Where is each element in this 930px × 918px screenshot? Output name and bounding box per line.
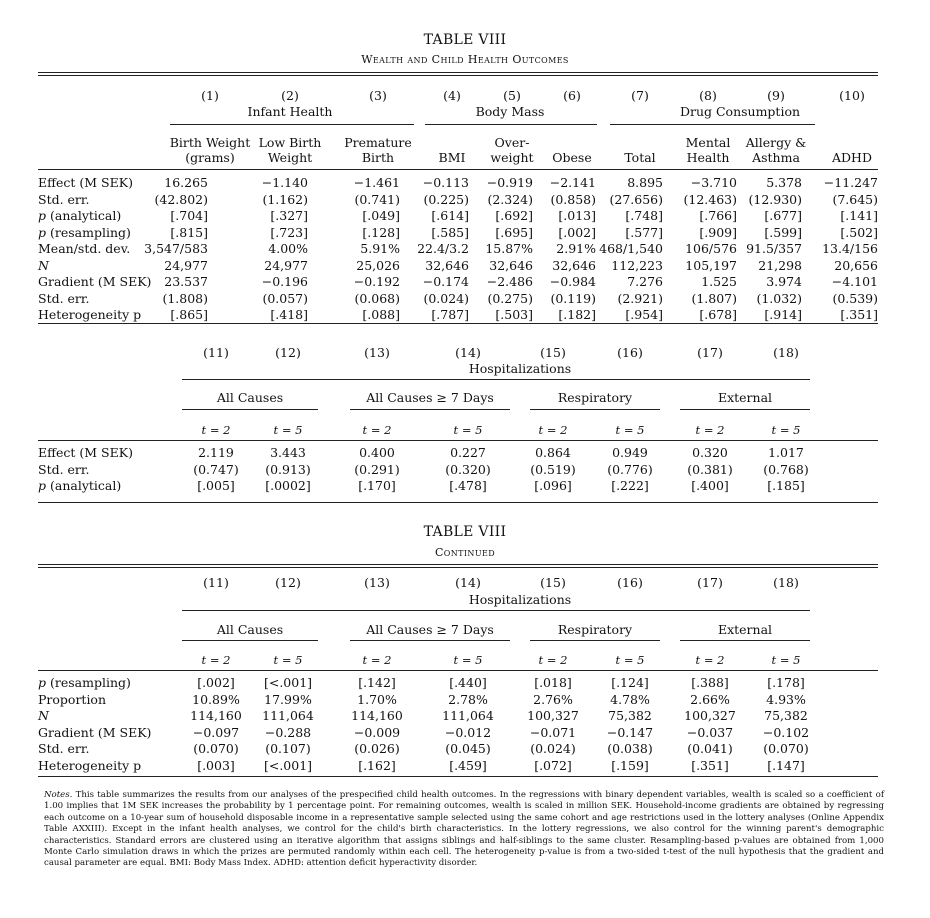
table-cell: −0.919 [486, 175, 533, 190]
row-label: N [38, 708, 49, 723]
table-cell: −0.102 [762, 724, 810, 740]
table-cell: 0.864 [535, 445, 571, 460]
table-cell: [.440] [449, 675, 487, 690]
group-rule-drug [610, 124, 815, 125]
column-number: (7) [631, 88, 649, 103]
table3-bottom-rule [38, 776, 878, 777]
table-cell: [<.001] [263, 675, 313, 690]
table-cell: −0.009 [353, 724, 401, 740]
table-cell: 2.119 [198, 445, 234, 460]
table-cell: [.815] [170, 224, 208, 240]
column-number: (12) [275, 575, 301, 590]
column-number: (15) [540, 345, 566, 360]
table-cell: 32,646 [489, 257, 533, 273]
row-label: Std. err. [38, 191, 90, 207]
t-label: t = 2 [362, 653, 392, 667]
column-number: (8) [699, 88, 717, 103]
group-label: All Causes ≥ 7 Days [366, 390, 494, 405]
table-cell: 3.974 [766, 274, 802, 289]
table-cell: 2.66% [690, 691, 730, 707]
table-cell: 4.78% [610, 691, 650, 707]
table-cell: (1.162) [262, 191, 308, 207]
column-number: (13) [364, 575, 390, 590]
table-cell: 112,223 [611, 257, 663, 273]
group-rule [530, 409, 660, 410]
table-cell: 21,298 [758, 257, 802, 273]
group-label: All Causes ≥ 7 Days [366, 622, 494, 637]
table-cell: −0.097 [192, 724, 240, 740]
table-cell: −3.710 [690, 175, 737, 190]
t-label: t = 5 [453, 423, 483, 437]
t-label: t = 5 [771, 653, 801, 667]
table-cell: 8.895 [627, 175, 663, 190]
table-cell: [.692] [495, 208, 533, 223]
table-cell: 1.017 [768, 445, 804, 460]
table-cell: 32,646 [425, 257, 469, 273]
top-rule [38, 72, 878, 73]
table-cell: [.577] [625, 224, 663, 240]
table-cell: (0.024) [530, 741, 576, 756]
t-label: t = 2 [538, 653, 568, 667]
column-number: (14) [455, 345, 481, 360]
t-label: t = 5 [273, 653, 303, 667]
top-rule-double [38, 75, 878, 76]
table-cell: 10.89% [192, 691, 240, 707]
table-cell: (0.026) [354, 741, 400, 756]
table-cell: 2.91% [556, 241, 596, 256]
table-cell: (0.747) [193, 461, 239, 477]
table-title: TABLE VIII [423, 32, 507, 48]
table-cell: [.141] [840, 208, 878, 223]
t-label: t = 2 [201, 653, 231, 667]
table-cell: −0.196 [261, 274, 308, 289]
column-number: (16) [617, 345, 643, 360]
table-cell: 0.400 [359, 445, 395, 460]
table-cell: [.170] [358, 478, 396, 493]
table-cell: −0.037 [686, 724, 734, 740]
table-cell: 3.443 [270, 445, 306, 460]
table-cell: [.585] [431, 224, 469, 240]
column-number: (17) [697, 575, 723, 590]
column-header: Weight [267, 150, 313, 165]
table-cell: (0.275) [487, 290, 533, 306]
row-label: Std. err. [38, 290, 90, 306]
table-cell: 0.227 [450, 445, 486, 460]
table-cell: 5.91% [360, 241, 400, 256]
table-cell: 2.76% [533, 691, 573, 707]
table-cell: (1.808) [162, 290, 208, 306]
row-label: Gradient (M SEK) [38, 274, 152, 289]
t-label: t = 5 [453, 653, 483, 667]
column-header: Premature [344, 135, 412, 150]
table-cell: (0.038) [607, 741, 653, 756]
t-label: t = 2 [538, 423, 568, 437]
table-cell: [.002] [197, 675, 235, 690]
table-cell: (7.645) [832, 191, 878, 207]
table-cell: [.909] [699, 224, 737, 240]
table-cell: (0.068) [354, 290, 400, 306]
table-cell: (0.320) [445, 461, 491, 477]
group-rule-body [425, 124, 597, 125]
t-label: t = 2 [695, 653, 725, 667]
table-cell: (0.381) [687, 461, 733, 477]
column-number: (17) [697, 345, 723, 360]
column-header: (grams) [185, 150, 235, 165]
table3-top-rule [38, 564, 878, 565]
table-cell: (27.656) [609, 191, 663, 207]
table-cell: 468/1,540 [599, 241, 663, 256]
table-cell: (0.913) [265, 461, 311, 477]
table-cell: [.222] [611, 478, 649, 493]
hospitalizations-label: Hospitalizations [468, 361, 572, 376]
row-label: N [38, 257, 49, 273]
column-number: (11) [203, 575, 229, 590]
table-cell: 2.78% [448, 691, 488, 707]
table-cell: [.695] [495, 224, 533, 240]
table-cell: [.162] [358, 757, 396, 773]
table-cell: 1.70% [357, 691, 397, 707]
table-cell: (0.858) [550, 191, 596, 207]
group-rule [350, 640, 510, 641]
column-number: (9) [767, 88, 785, 103]
table-cell: [.327] [270, 208, 308, 223]
table-cell: 4.00% [268, 241, 308, 256]
t-label: t = 5 [615, 653, 645, 667]
table-cell: −11.247 [823, 175, 878, 190]
table-cell: (1.032) [756, 290, 802, 306]
table-cell: [.072] [534, 757, 572, 773]
column-header: weight [490, 150, 534, 165]
table-cell: [.388] [691, 675, 729, 690]
table-cell: [.013] [558, 208, 596, 223]
column-number: (10) [839, 88, 865, 103]
table-cell: (0.119) [550, 290, 596, 306]
group-label-body-mass: Body Mass [475, 104, 545, 119]
table-cell: [.182] [558, 307, 596, 322]
table-cell: −1.461 [353, 175, 400, 190]
row-label: Proportion [38, 691, 107, 707]
table-cell: [.005] [197, 478, 235, 493]
row-label: Effect (M SEK) [38, 445, 133, 460]
table-cell: 114,160 [190, 708, 242, 723]
table-cell: (0.057) [262, 290, 308, 306]
table-cell: [.503] [495, 307, 533, 322]
table-cell: 1.525 [701, 274, 737, 289]
column-header: Birth [361, 150, 395, 165]
column-header: Obese [552, 150, 592, 165]
column-header: Mental [685, 135, 731, 150]
table-cell: [.096] [534, 478, 572, 493]
table-cell: 20,656 [834, 257, 878, 273]
column-header: Asthma [752, 150, 800, 165]
table-cell: 105,197 [685, 257, 737, 273]
column-header: Over- [494, 135, 530, 150]
table-cell: 25,026 [356, 257, 400, 273]
table-cell: [.954] [625, 307, 663, 322]
table-cell: (12.930) [748, 191, 802, 207]
table3-header-rule [38, 670, 878, 671]
table-cell: 24,977 [164, 257, 208, 273]
table3-hospitalizations-label: Hospitalizations [468, 592, 572, 607]
table-cell: [.502] [840, 224, 878, 240]
column-number: (13) [364, 345, 390, 360]
row-label: p (resampling) [38, 675, 131, 690]
table-cell: (0.225) [423, 191, 469, 207]
table-cell: (0.291) [354, 461, 400, 477]
table-cell: −2.486 [486, 274, 533, 289]
table-cell: −2.141 [549, 175, 596, 190]
table-cell: [.351] [840, 307, 878, 322]
table-cell: (2.324) [487, 191, 533, 207]
table-cell: [.459] [449, 757, 487, 773]
column-number: (15) [540, 575, 566, 590]
table-cell: [.865] [170, 307, 208, 322]
table3-subtitle: Continued [434, 546, 496, 559]
column-number: (2) [281, 88, 299, 103]
table-cell: 114,160 [351, 708, 403, 723]
t-label: t = 5 [771, 423, 801, 437]
table-cell: [.178] [767, 675, 805, 690]
row-label: Heterogeneity p [38, 757, 142, 773]
table-cell: 91.5/357 [746, 241, 802, 256]
row-label: p (analytical) [38, 208, 122, 223]
table-cell: [.704] [170, 208, 208, 223]
table-cell: [.599] [764, 224, 802, 240]
t-label: t = 5 [615, 423, 645, 437]
table-cell: 4.93% [766, 691, 806, 707]
table-cell: −0.071 [529, 724, 577, 740]
t-label: t = 2 [362, 423, 392, 437]
table-cell: (0.024) [423, 290, 469, 306]
table-cell: [.748] [625, 208, 663, 223]
table2-bottom-rule [38, 502, 878, 503]
table-cell: 75,382 [608, 708, 652, 723]
table-cell: (0.776) [607, 461, 653, 477]
column-header: BMI [438, 150, 466, 165]
table-cell: [.088] [362, 307, 400, 322]
table-cell: −0.012 [444, 724, 492, 740]
group-label: All Causes [216, 622, 284, 637]
group-label: External [717, 622, 773, 637]
table-cell: [.128] [362, 224, 400, 240]
table-cell: (0.070) [193, 741, 239, 756]
column-number: (6) [563, 88, 581, 103]
table3-hosp-rule [182, 610, 810, 611]
table-cell: 22.4/3.2 [417, 241, 469, 256]
table-cell: 24,977 [264, 257, 308, 273]
column-number: (11) [203, 345, 229, 360]
table-cell: [.0002] [265, 478, 311, 493]
column-number: (5) [503, 88, 521, 103]
column-number: (12) [275, 345, 301, 360]
table-cell: [.185] [767, 478, 805, 493]
table-cell: (0.768) [763, 461, 809, 477]
table-cell: [.049] [362, 208, 400, 223]
table-cell: [.787] [431, 307, 469, 322]
table-cell: −0.984 [549, 274, 596, 289]
table-cell: −1.140 [261, 175, 308, 190]
notes-label: Notes. [44, 790, 73, 800]
table-cell: (0.107) [265, 741, 311, 756]
row-label: Std. err. [38, 461, 90, 477]
group-rule [530, 640, 660, 641]
table-cell: (0.070) [763, 741, 809, 756]
table-cell: 7.276 [627, 274, 663, 289]
table-cell: 111,064 [442, 708, 494, 723]
group-label: All Causes [216, 390, 284, 405]
group-rule [182, 640, 318, 641]
table-cell: 75,382 [764, 708, 808, 723]
table-cell: 13.4/156 [822, 241, 878, 256]
table-cell: −0.174 [422, 274, 469, 289]
table-cell: [.766] [699, 208, 737, 223]
table-notes [44, 790, 884, 870]
table-cell: 32,646 [552, 257, 596, 273]
table-subtitle: Wealth and Child Health Outcomes [361, 53, 569, 66]
group-rule [350, 409, 510, 410]
table-cell: 0.949 [612, 445, 648, 460]
table-cell: (0.045) [445, 741, 491, 756]
table-cell: [.723] [270, 224, 308, 240]
t-label: t = 2 [201, 423, 231, 437]
table-cell: 16.265 [164, 175, 208, 190]
row-label: Mean/std. dev. [38, 241, 131, 256]
table-cell: 0.320 [692, 445, 728, 460]
group-rule-infant [170, 124, 414, 125]
column-header: Allergy & [745, 135, 807, 150]
table-cell: [<.001] [263, 757, 313, 773]
table-cell: 3,547/583 [144, 241, 208, 256]
t-label: t = 5 [273, 423, 303, 437]
table-cell: −0.147 [606, 724, 654, 740]
column-number: (1) [201, 88, 219, 103]
table-cell: −0.288 [264, 724, 312, 740]
table-cell: [.677] [764, 208, 802, 223]
row-label: Std. err. [38, 741, 90, 756]
column-number: (4) [443, 88, 461, 103]
table2-header-rule [38, 440, 878, 441]
table-cell: 5.378 [766, 175, 802, 190]
table-cell: 106/576 [685, 241, 737, 256]
notes-text: This table summarizes the results from our analyses of the prespecified child health outcomes. In the regressions with binary dependent variables, wealth is scaled so a coefficient of 1.00 implies that 1M SEK increases the probability by 1 percentage point. For remaining outcomes, wealth is scaled in million SEK. Household-income gradients are obtained by regressing each outcome on a 10-year sum of household disposable income in a representative sample selected using the same cohort and age restrictions used in the lottery analyses (Online Appendix Table AXXIII). Except in the infant health analyses, we control for the child's birth characteristics. In the lottery regressions, we also control for the winning parent's demographic characteristics. Standard errors are clustered using an iterative algorithm that assigns siblings and half-siblings to the same cluster. Resampling-based p-values are obtained from 1,000 Monte Carlo simulation draws in which the prizes are permuted randomly within each cell. The heterogeneity p-value is from a two-sided t-test of the null hypothesis that the gradient and causal parameter are equal. BMI: Body Mass Index. ADHD: attention deficit hyperactivity disorder. [44, 790, 884, 869]
table-cell: 23.537 [164, 274, 208, 289]
column-number: (16) [617, 575, 643, 590]
table-cell: [.003] [197, 757, 235, 773]
table-cell: (1.807) [691, 290, 737, 306]
group-rule [182, 409, 318, 410]
header-rule [38, 169, 878, 170]
table-cell: −4.101 [831, 274, 878, 289]
table-cell: [.142] [358, 675, 396, 690]
table-cell: [.614] [431, 208, 469, 223]
column-header: Health [686, 150, 730, 165]
table-cell: 111,064 [262, 708, 314, 723]
table-cell: −0.113 [422, 175, 469, 190]
table-cell: [.124] [611, 675, 649, 690]
group-label-drug-consumption: Drug Consumption [679, 104, 801, 119]
table-cell: −0.192 [353, 274, 400, 289]
column-number: (3) [369, 88, 387, 103]
column-header: Low Birth [258, 135, 322, 150]
table-cell: (42.802) [154, 191, 208, 207]
column-header: Birth Weight [169, 135, 251, 150]
table3-title: TABLE VIII [423, 524, 507, 540]
table-cell: [.914] [764, 307, 802, 322]
table3-top-rule-double [38, 567, 878, 568]
table-cell: 17.99% [264, 691, 312, 707]
table-cell: [.351] [691, 757, 729, 773]
table1-bottom-rule [38, 323, 878, 324]
column-header: Total [624, 150, 656, 165]
row-label: Gradient (M SEK) [38, 724, 152, 740]
table-cell: (2.921) [617, 290, 663, 306]
column-number: (18) [773, 345, 799, 360]
table-cell: (0.041) [687, 741, 733, 756]
table-cell: [.400] [691, 478, 729, 493]
row-label: Effect (M SEK) [38, 175, 133, 190]
group-label: External [717, 390, 773, 405]
table-cell: [.002] [558, 224, 596, 240]
table-cell: [.147] [767, 757, 805, 773]
table-cell: (0.539) [832, 290, 878, 306]
table-cell: 100,327 [527, 708, 579, 723]
table-cell: (12.463) [683, 191, 737, 207]
table-cell: [.678] [699, 307, 737, 322]
column-number: (18) [773, 575, 799, 590]
t-label: t = 2 [695, 423, 725, 437]
row-label: p (resampling) [38, 224, 131, 240]
table-cell: [.159] [611, 757, 649, 773]
table-cell: 100,327 [684, 708, 736, 723]
table-cell: 15.87% [485, 241, 533, 256]
row-label: p (analytical) [38, 478, 122, 493]
group-label: Respiratory [557, 390, 633, 405]
group-rule [680, 409, 810, 410]
table-cell: [.418] [270, 307, 308, 322]
table-cell: (0.741) [354, 191, 400, 207]
table-cell: [.018] [534, 675, 572, 690]
row-label: Heterogeneity p [38, 307, 142, 322]
hosp-rule [182, 379, 810, 380]
group-label-infant-health: Infant Health [247, 104, 333, 119]
table-cell: [.478] [449, 478, 487, 493]
column-number: (14) [455, 575, 481, 590]
column-header: ADHD [832, 150, 872, 165]
group-rule [680, 640, 810, 641]
table-cell: (0.519) [530, 461, 576, 477]
group-label: Respiratory [557, 622, 633, 637]
